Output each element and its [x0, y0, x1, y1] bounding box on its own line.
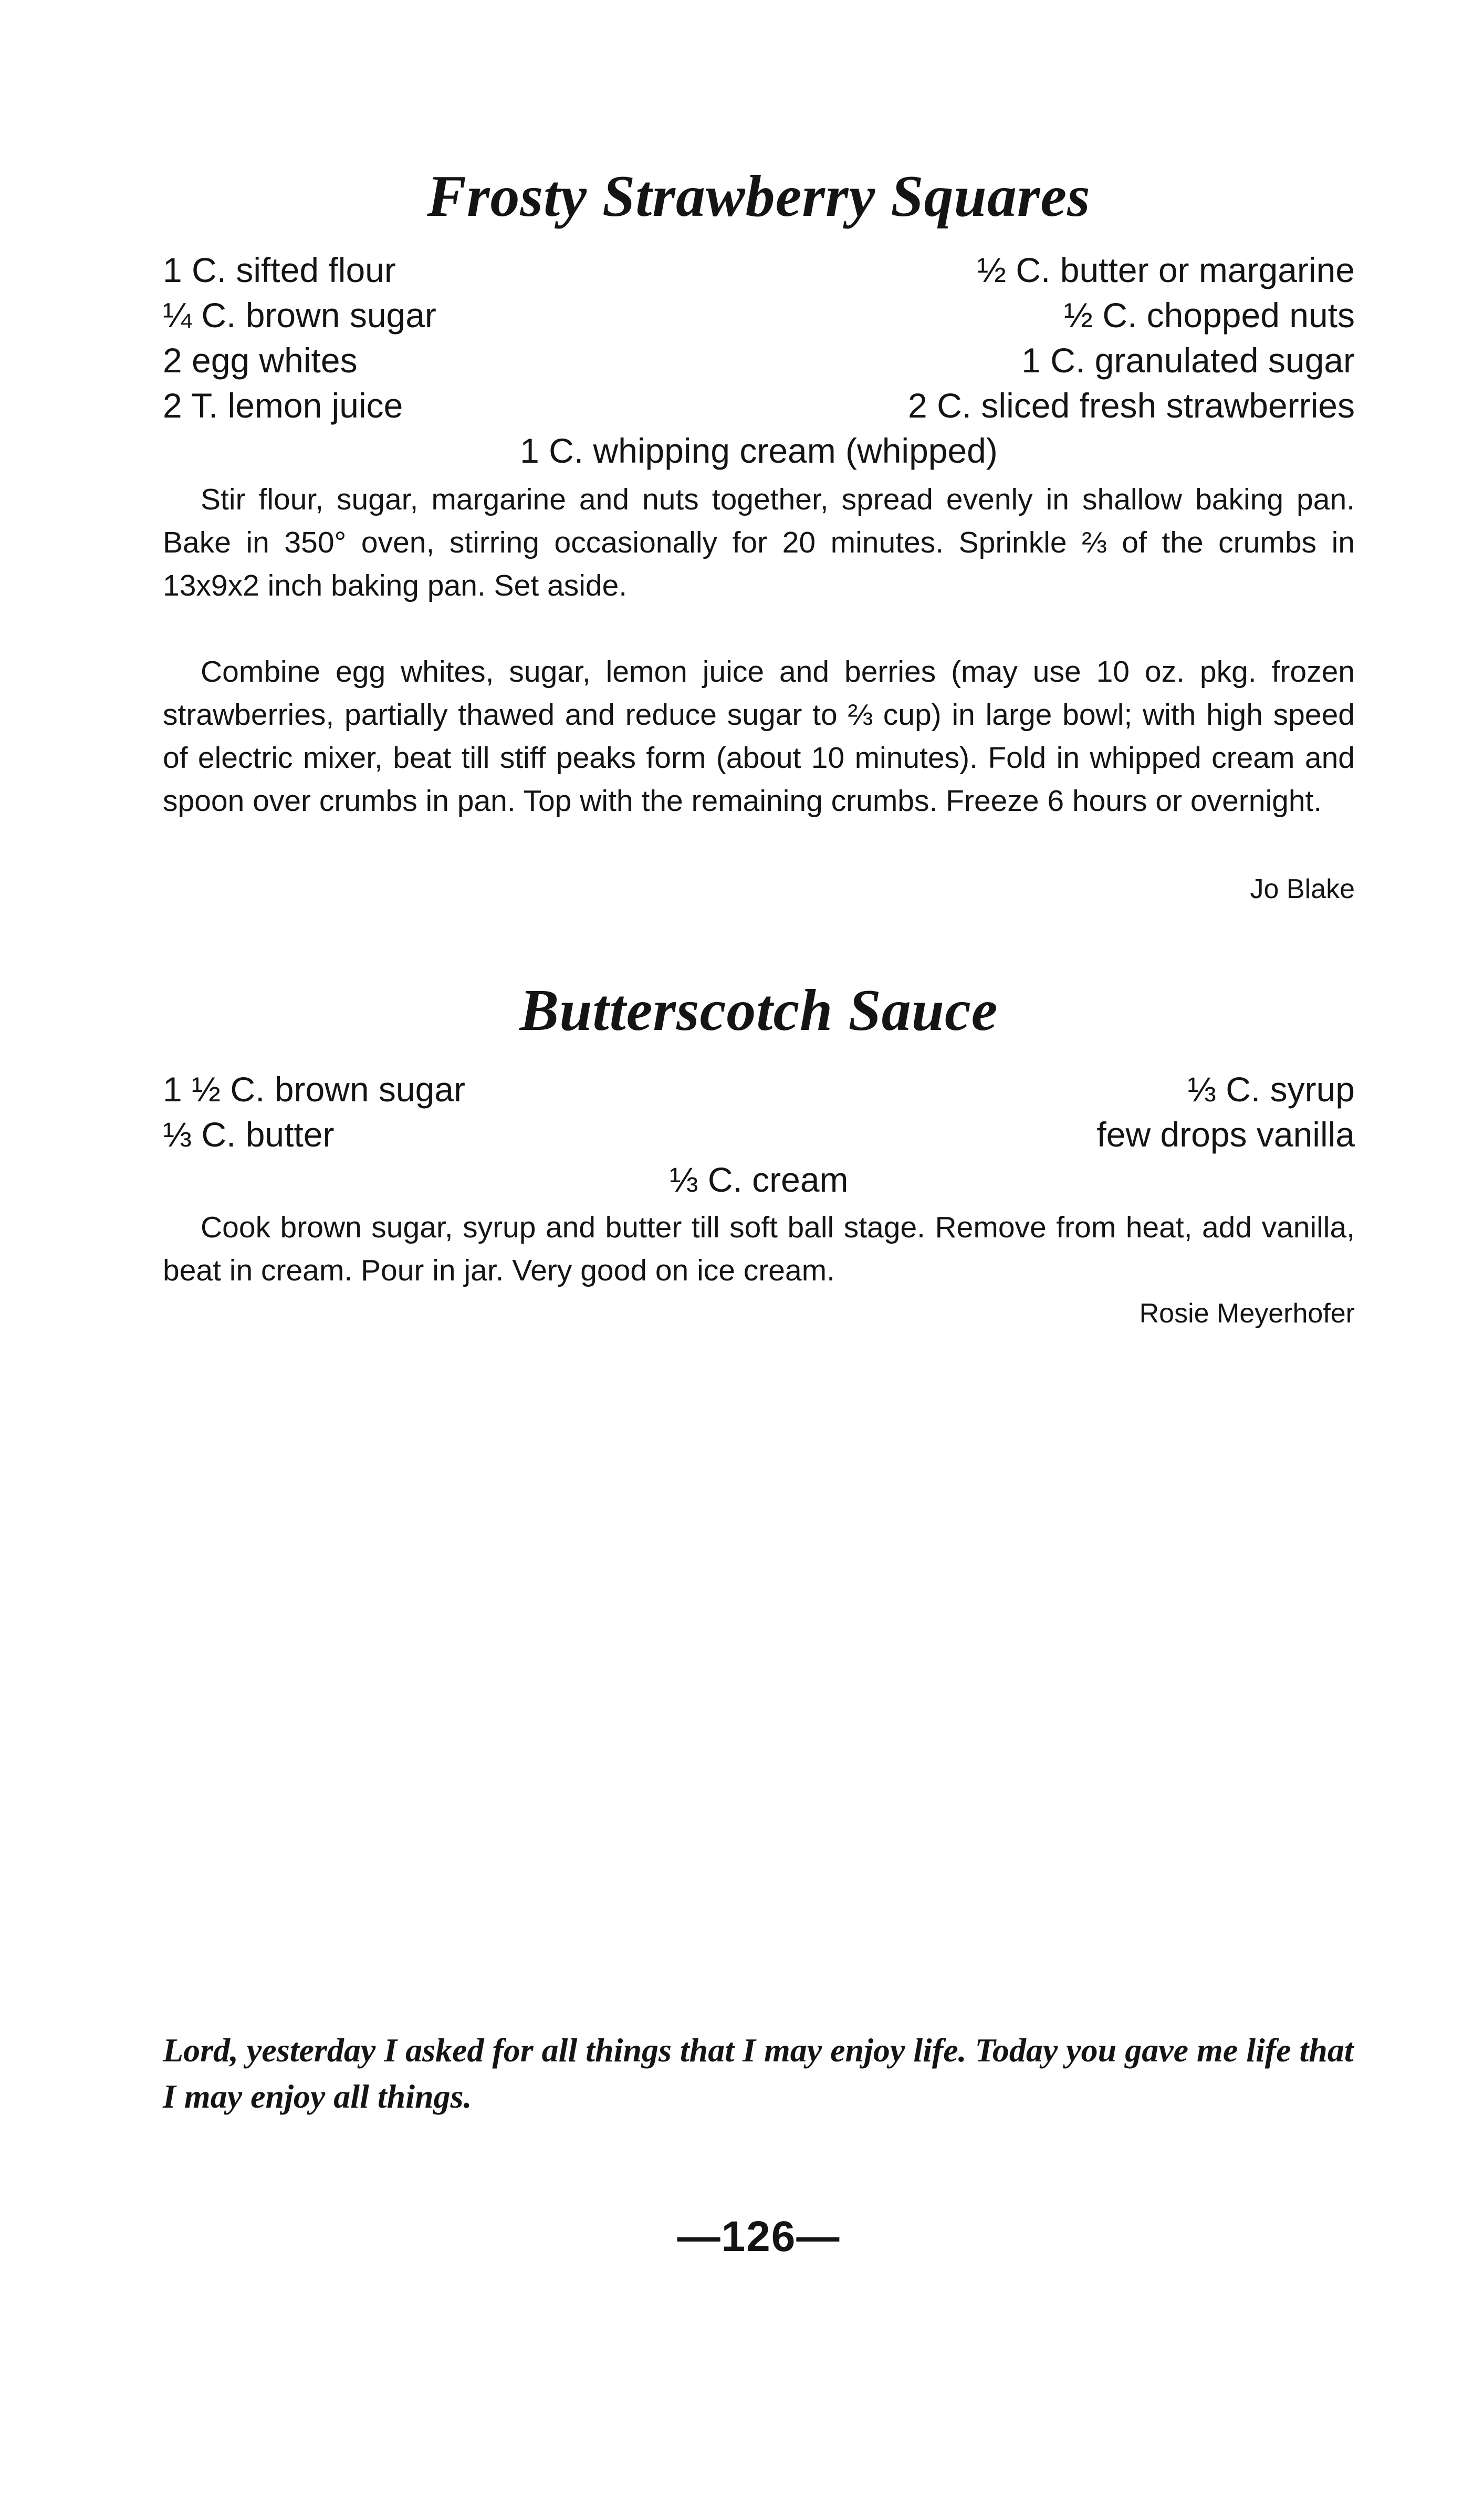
ingredient-left: 1 ½ C. brown sugar [163, 1070, 465, 1109]
ingredient-left: ¼ C. brown sugar [163, 296, 436, 335]
ingredient-right: 2 C. sliced fresh strawberries [908, 386, 1355, 425]
ingredient-left: 2 T. lemon juice [163, 386, 403, 425]
ingredient-left: ⅓ C. butter [163, 1115, 335, 1154]
recipe-instructions: Cook brown sugar, syrup and butter till soft ball stage. Remove from heat, add vanilla, beat in cream. Pour in jar. Very good on ice cream. [163, 1211, 1355, 1287]
ingredient-center: 1 C. whipping cream (whipped) [520, 431, 998, 470]
recipe-title-butterscotch-sauce: Butterscotch Sauce [519, 978, 998, 1043]
ingredient-row [163, 428, 1355, 474]
ingredient-row [163, 1066, 1355, 1112]
ingredient-left: 2 egg whites [163, 341, 358, 380]
ingredient-right: ⅓ C. syrup [1187, 1070, 1355, 1109]
ingredient-right: ½ C. butter or margarine [977, 251, 1355, 289]
ingredient-right: 1 C. granulated sugar [1021, 341, 1355, 380]
ingredient-row [163, 1156, 1355, 1203]
page-number: —126— [677, 2213, 841, 2260]
ingredient-center: ⅓ C. cream [669, 1160, 849, 1199]
closing-quote: Lord, yesterday I asked for all things that I may enjoy life. Today you gave me life that I may enjoy all things. [163, 2031, 1354, 2115]
recipe-author: Jo Blake [1250, 874, 1355, 904]
recipe-title-frosty-strawberry-squares: Frosty Strawberry Squares [427, 164, 1091, 229]
ingredient-row [163, 247, 1355, 293]
ingredient-row [163, 1111, 1355, 1158]
ingredient-row [163, 337, 1355, 383]
recipe-instructions: Stir flour, sugar, margarine and nuts together, spread evenly in shallow baking pan. Bake in 350° oven, stirring occasionally for 20 minutes. Sprinkle ⅔ of the crumbs in 13x9x2 inch baking pan. Set aside. [163, 483, 1355, 602]
ingredient-right: ½ C. chopped nuts [1063, 296, 1355, 335]
ingredient-row [163, 292, 1355, 338]
recipe-author: Rosie Meyerhofer [1139, 1298, 1355, 1329]
ingredient-row [163, 382, 1355, 429]
recipe-instructions: Combine egg whites, sugar, lemon juice and berries (may use 10 oz. pkg. frozen strawberries, partially thawed and reduce sugar to ⅔ cup) in large bowl; with high speed of electric mixer, beat till stiff peaks form (about 10 minutes). Fold in whipped cream and spoon over crumbs in pan. Top with the remaining crumbs. Freeze 6 hours or overnight. [163, 655, 1355, 818]
ingredient-right: few drops vanilla [1096, 1115, 1355, 1154]
ingredient-left: 1 C. sifted flour [163, 251, 396, 289]
